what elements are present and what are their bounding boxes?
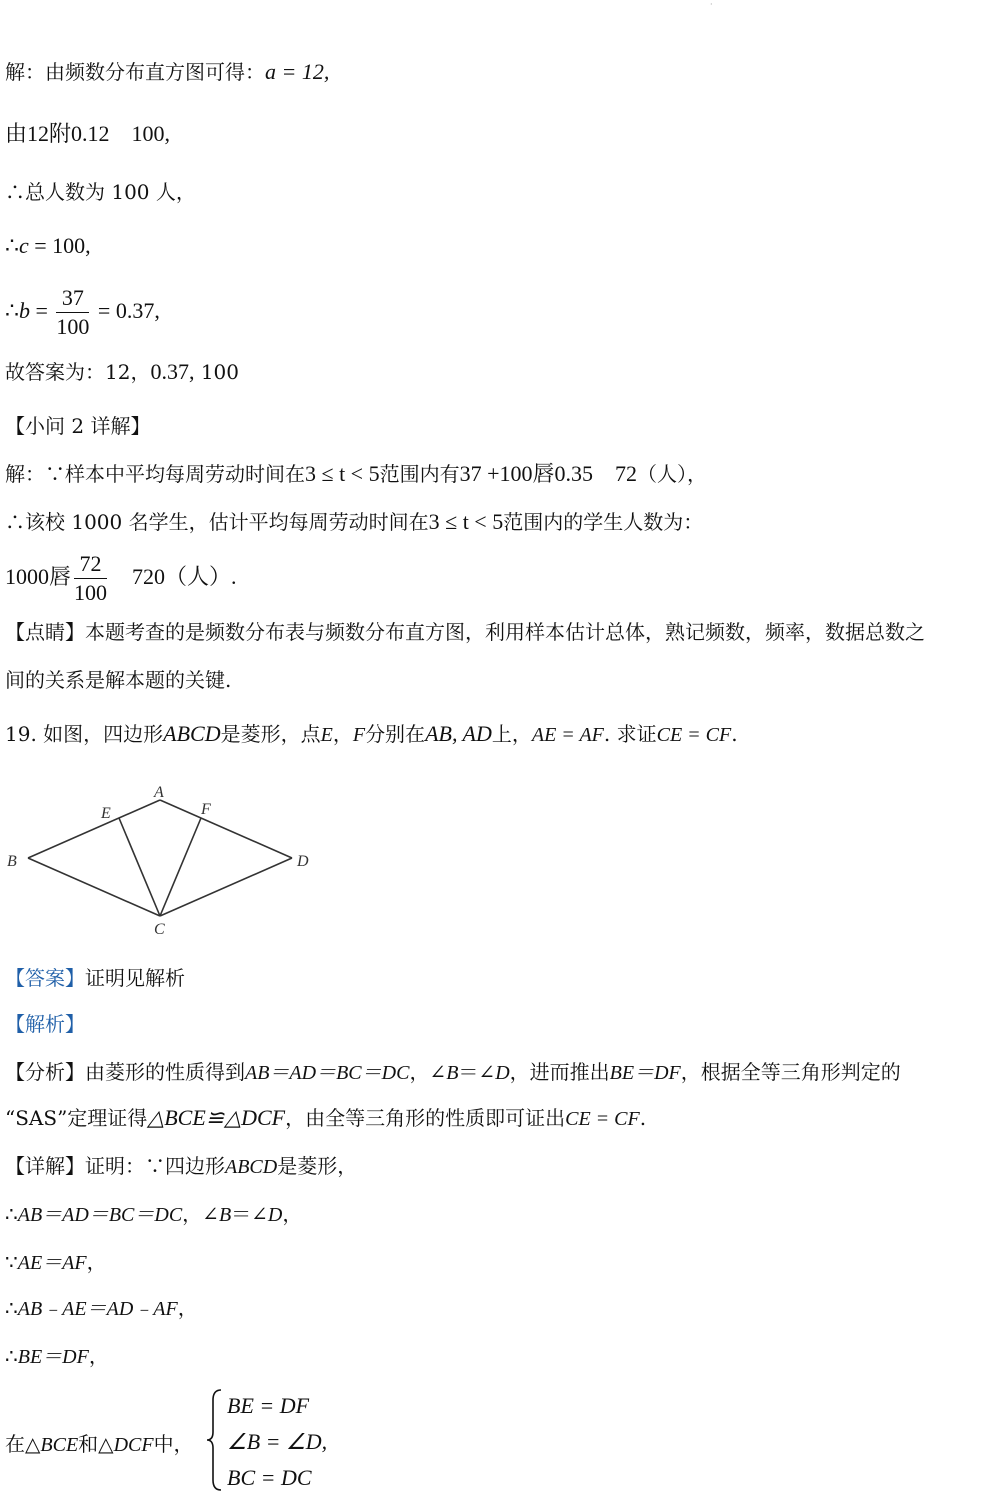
math: △BCE≌△DCF (147, 1105, 286, 1130)
math: BE＝DF (17, 1346, 89, 1368)
rhombus-figure (0, 780, 330, 940)
text: ， (332, 722, 353, 746)
math: B (218, 1204, 232, 1226)
line-18 (5, 1154, 357, 1179)
math: a = 12, (265, 59, 330, 84)
brace-row-3: BC = DC (227, 1465, 312, 1490)
text: “SAS”定理证得 (5, 1106, 148, 1130)
text: 上， (491, 722, 532, 746)
numerator: 37 (56, 284, 89, 313)
text: . (731, 722, 738, 746)
text: ＝∠ (458, 1060, 496, 1084)
var-b: b (19, 298, 30, 323)
line-9 (5, 510, 703, 534)
text: 中， (153, 1432, 194, 1456)
text: 解：由频数分布直方图可得： (5, 60, 265, 84)
fraction-37-100 (56, 284, 89, 341)
label-c: C (154, 921, 165, 938)
text: ∴ (5, 1344, 18, 1368)
math: AB＝AD＝BC＝DC (17, 1204, 183, 1226)
line-4 (5, 234, 91, 258)
line-10 (5, 548, 237, 607)
math: F (352, 724, 366, 746)
therefore: ∴ (5, 298, 19, 323)
label-b: B (7, 853, 17, 870)
brace-row-2: ∠B = ∠D, (227, 1429, 328, 1454)
numerator: 72 (74, 550, 107, 579)
line-7-heading: 【小问 2 详解】 (5, 414, 151, 438)
math: 1000唇 (5, 564, 72, 589)
label-a: A (154, 784, 164, 801)
text: ，∠ (182, 1202, 219, 1226)
left-brace (205, 1388, 225, 1492)
text: 在△ (5, 1432, 41, 1456)
text: ∵ (5, 1250, 18, 1274)
text: . (639, 1106, 647, 1130)
line-22 (5, 1344, 109, 1369)
text: ，∠ (409, 1060, 447, 1084)
edge-ad (160, 800, 292, 858)
label-f: F (201, 801, 211, 818)
math: ABCD (225, 1156, 278, 1178)
text: ， (86, 1250, 107, 1274)
label-e: E (101, 805, 111, 822)
text: 是菱形，点 (220, 722, 321, 746)
math: AB﹣AE＝AD﹣AF (17, 1298, 178, 1320)
math: DCF (113, 1434, 154, 1456)
text: 解：∵样本中平均每周劳动时间在 (5, 462, 305, 486)
value: = 100, (28, 233, 91, 258)
denominator: 100 (74, 580, 108, 606)
text: ＝∠ (231, 1202, 268, 1226)
text: ，进而推出 (509, 1060, 610, 1084)
math: D (267, 1204, 283, 1226)
text: 19. 如图，四边形 (5, 722, 164, 746)
text: 和△ (78, 1432, 114, 1456)
math: AE = AF (531, 724, 604, 746)
line-20 (5, 1250, 107, 1275)
math: E (320, 724, 333, 746)
text: 是菱形， (277, 1154, 358, 1178)
text: 【分析】由菱形的性质得到 (5, 1060, 245, 1084)
therefore: ∴ (5, 233, 19, 258)
math: B (446, 1062, 459, 1084)
line-2: 由12附0.12 100, (5, 121, 171, 146)
brace-row-1: BE = DF (227, 1393, 310, 1418)
text: ， (177, 1296, 198, 1320)
math: CE = CF (565, 1108, 640, 1130)
math: BCE (40, 1434, 79, 1456)
line-12: 间的关系是解本题的关键. (5, 668, 232, 692)
text: 证明见解析 (85, 966, 185, 990)
line-3: ∴总人数为 100 人， (5, 180, 196, 204)
line-19 (5, 1202, 302, 1227)
line-17 (5, 1106, 646, 1131)
line-6 (5, 360, 239, 384)
text: 范围内有 (379, 462, 460, 486)
math: 3 ≤ t < 5 (428, 509, 504, 534)
math: D (495, 1062, 510, 1084)
text: ，由全等三角形的性质即可证出 (285, 1106, 566, 1130)
text: ∴ (5, 1202, 18, 1226)
stray-mark: · (710, 0, 713, 9)
line-13-question (5, 722, 738, 747)
line-11: 【点睛】本题考查的是频数分布表与频数分布直方图，利用样本估计总体，熟记频数，频率，数据总数之 (5, 620, 925, 644)
math: AE＝AF (17, 1252, 87, 1274)
result: = 0.37, (92, 298, 160, 323)
math: AB, AD (425, 721, 492, 746)
text: 范围内的学生人数为： (503, 510, 704, 534)
answer-tag: 【答案】 (5, 966, 85, 990)
var-c: c (19, 233, 29, 258)
text: 100 (200, 360, 239, 384)
equals: = (30, 298, 54, 323)
math: 0.37, (150, 359, 195, 384)
line-15-analysis-tag: 【解析】 (5, 1012, 85, 1036)
math: BE＝DF (609, 1062, 681, 1084)
text: 分别在 (365, 722, 426, 746)
line-5 (5, 282, 160, 341)
text: 故答案为：12， (5, 360, 151, 384)
text: ∴该校 1000 名学生，估计平均每周劳动时间在 (5, 510, 429, 534)
text: （人）， (637, 462, 708, 486)
edge-ba (28, 800, 160, 858)
math: 37 +100唇0.35 72 (459, 461, 638, 486)
line-16 (5, 1060, 901, 1085)
math: 3 ≤ t < 5 (305, 461, 380, 486)
text: ， (88, 1344, 109, 1368)
denominator: 100 (56, 314, 90, 340)
result: 720（人）. (110, 564, 237, 589)
text: . 求证 (603, 722, 657, 746)
text: ， (282, 1202, 303, 1226)
line-8 (5, 462, 707, 486)
math: ABCD (163, 721, 221, 746)
fraction-72-100 (74, 550, 107, 607)
brace-rows (227, 1388, 327, 1496)
line-14-answer (5, 966, 185, 990)
text: ，根据全等三角形判定的 (680, 1060, 901, 1084)
line-1 (5, 60, 329, 84)
math: CE = CF (656, 724, 732, 746)
math: AB＝AD＝BC＝DC (245, 1062, 410, 1084)
text: ∴ (5, 1296, 18, 1320)
text: 【详解】证明：∵四边形 (5, 1154, 225, 1178)
line-21 (5, 1296, 198, 1321)
system-label (5, 1428, 194, 1457)
label-d: D (297, 853, 309, 870)
